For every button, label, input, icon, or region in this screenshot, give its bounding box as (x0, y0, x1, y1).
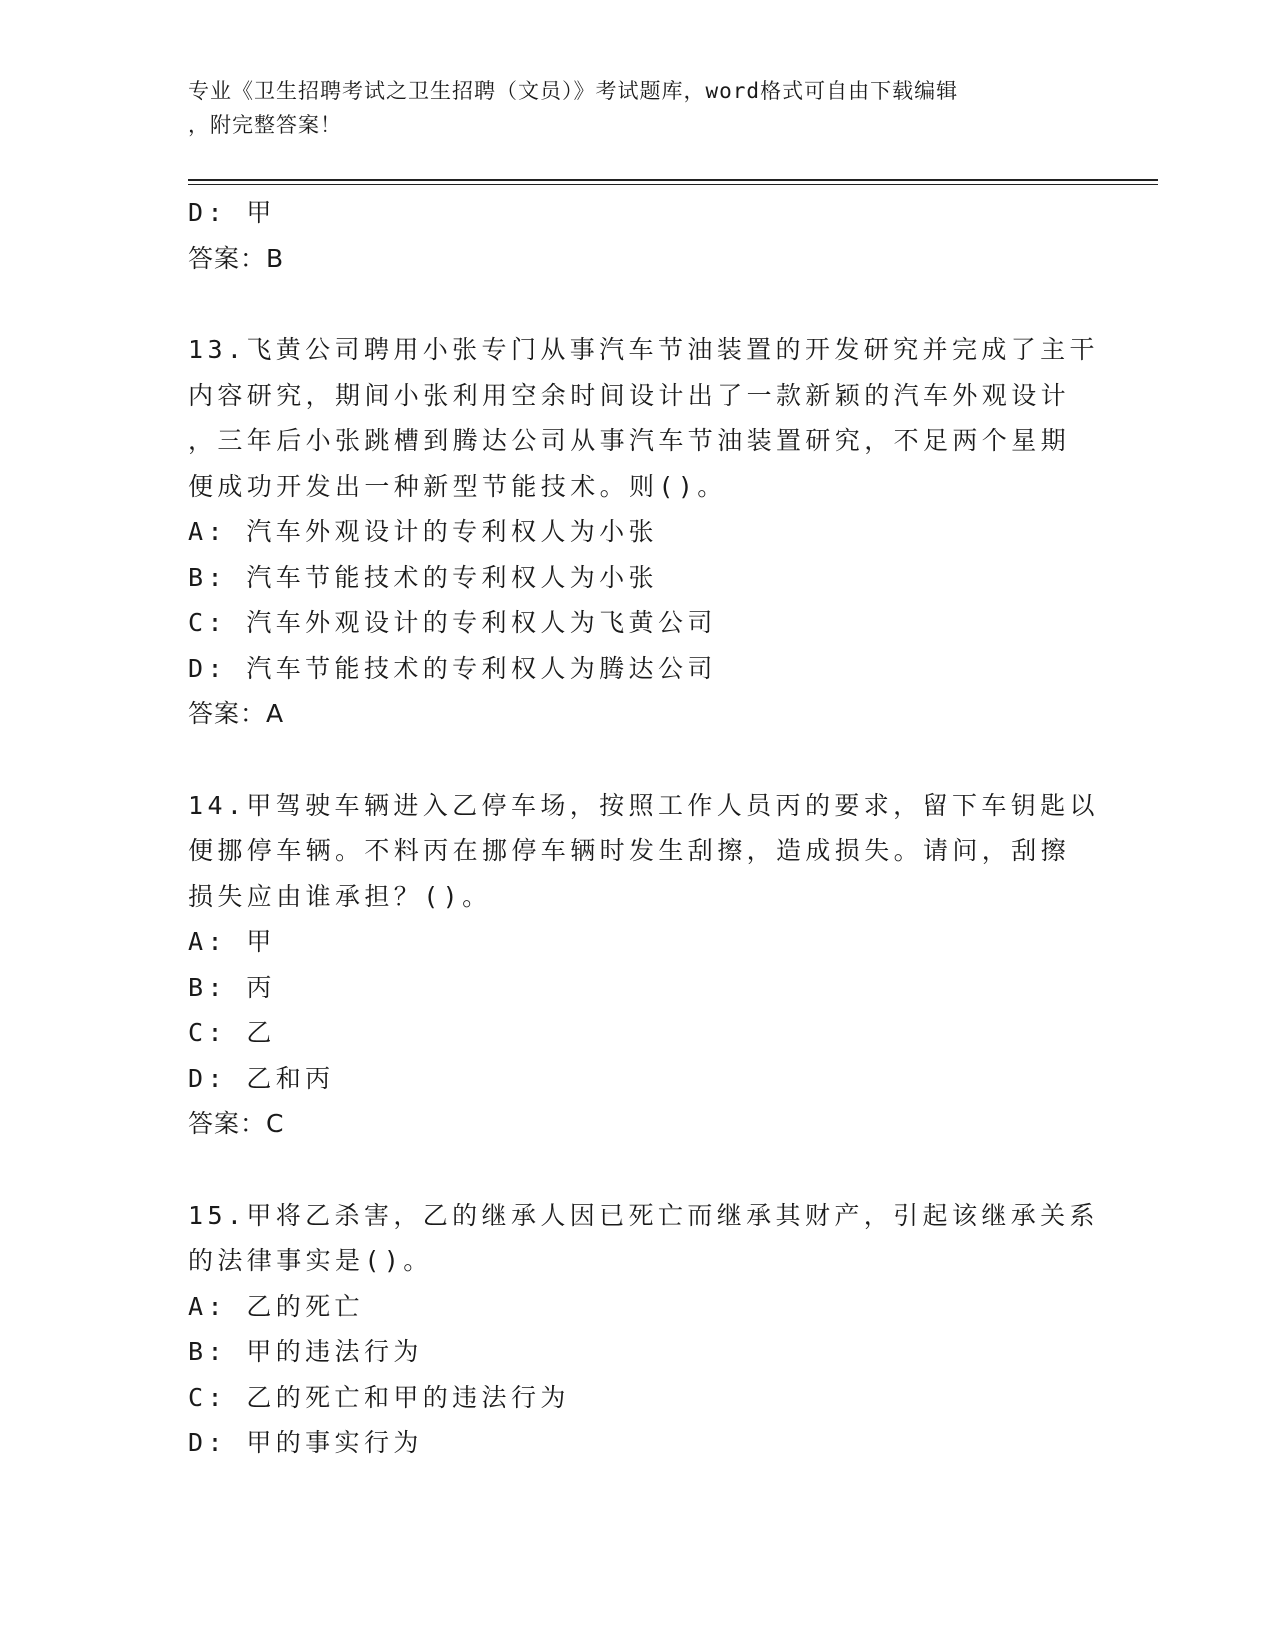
question-stem-line: 便成功开发出一种新型节能技术。则()。 (188, 471, 727, 501)
question-stem-line: 13.飞黄公司聘用小张专门从事汽车节油装置的开发研究并完成了主干 (188, 335, 1099, 364)
question-stem-line: 损失应由谁承担？()。 (188, 881, 492, 911)
question-stem-line: 内容研究，期间小张利用空余时间设计出了一款新颖的汽车外观设计 (188, 380, 1071, 410)
option-c: C: 乙的死亡和甲的违法行为 (188, 1382, 570, 1412)
option-a: A: 汽车外观设计的专利权人为小张 (188, 517, 658, 546)
option-a: A: 甲 (188, 927, 276, 956)
header-divider (188, 179, 1158, 181)
question-13 (188, 327, 1099, 737)
option-c: C: 汽车外观设计的专利权人为飞黄公司 (188, 608, 717, 637)
option-a: A: 乙的死亡 (188, 1291, 364, 1321)
header-divider-thin (188, 184, 1158, 185)
question-content (188, 190, 1099, 1466)
answer-line: 答案：C (188, 1109, 285, 1138)
previous-question-tail (188, 190, 1088, 281)
option-b: B: 丙 (188, 972, 276, 1002)
option-d: D: 乙和丙 (188, 1063, 335, 1093)
answer-line: 答案：B (188, 243, 285, 273)
answer-line: 答案：A (188, 699, 285, 728)
option-d: D: 甲的事实行为 (188, 1428, 423, 1457)
option-b: B: 甲的违法行为 (188, 1337, 423, 1366)
option-d: D: 甲 (188, 198, 276, 227)
option-b: B: 汽车节能技术的专利权人为小张 (188, 562, 658, 592)
question-stem-line: ，三年后小张跳槽到腾达公司从事汽车节油装置研究，不足两个星期 (188, 426, 1071, 455)
question-stem-line: 的法律事实是()。 (188, 1246, 433, 1275)
header-line-1: 专业《卫生招聘考试之卫生招聘（文员）》考试题库，word格式可自由下载编辑 (188, 79, 959, 103)
header-line-2: ，附完整答案！ (188, 113, 342, 137)
option-c: C: 乙 (188, 1018, 276, 1047)
question-14 (188, 783, 1099, 1147)
page-header (188, 74, 1068, 142)
question-stem-line: 14.甲驾驶车辆进入乙停车场，按照工作人员丙的要求，留下车钥匙以 (188, 790, 1099, 820)
question-stem-line: 15.甲将乙杀害，乙的继承人因已死亡而继承其财产，引起该继承关系 (188, 1200, 1099, 1230)
question-15 (188, 1193, 1099, 1466)
question-stem-line: 便挪停车辆。不料丙在挪停车辆时发生刮擦，造成损失。请问，刮擦 (188, 836, 1071, 865)
option-d: D: 汽车节能技术的专利权人为腾达公司 (188, 653, 717, 683)
